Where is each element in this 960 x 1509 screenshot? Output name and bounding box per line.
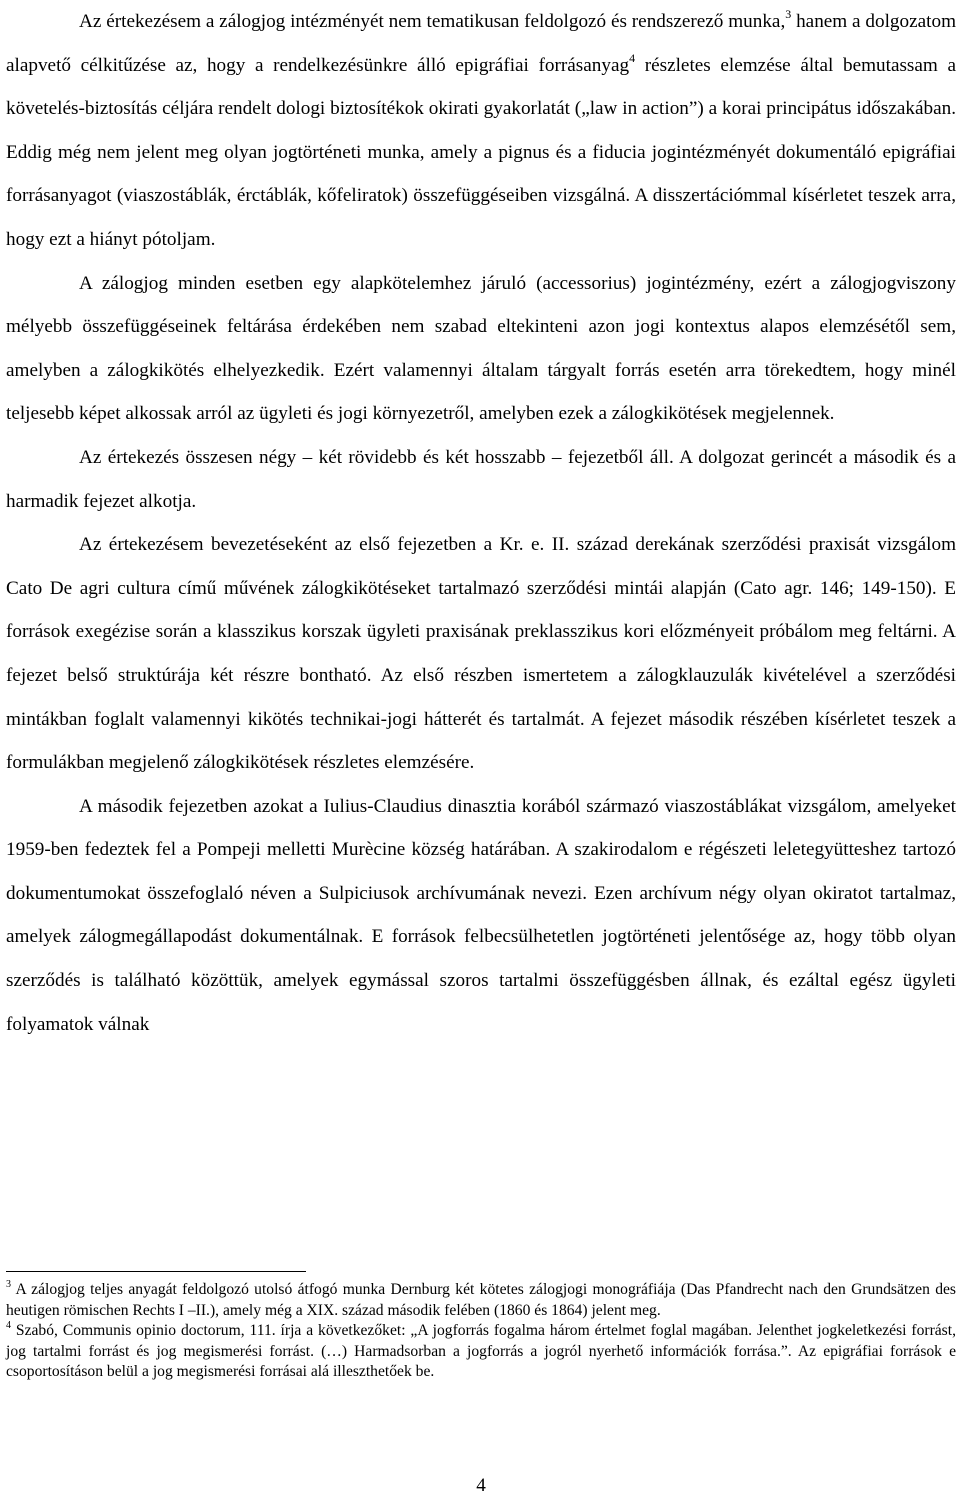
footnotes [6, 1280, 956, 1383]
page-number: 4 [476, 1475, 486, 1496]
footnote-4-number: 4 [6, 1320, 11, 1331]
footnote-separator [6, 1271, 306, 1272]
footnote-3-number: 3 [6, 1279, 11, 1290]
paragraph-1-text-b: hanem a dolgozatom alapvető célkitűzése az, hogy a rendelkezésünkre álló epigráfiai forrásanyag [6, 11, 956, 76]
footnote-4-text: Szabó, Communis opinio doctorum, 111. írja a következőket: „A jogforrás fogalma három értelmet foglal magában. Jelenthet jogkeletkezési forrást, jog tartalmi forrást és jog megismerési forrást. (…) Harmadsorban a jogforrás a jogról nyerhető információk forrása.”. Az epigráfiai források e csoportosításon belül a jog megismerési forrásai alá illeszthetőek be. [6, 1322, 956, 1380]
paragraph-2: A zálogjog minden esetben egy alapkötelemhez járuló (accessorius) jogintézmény, ezért a zálogjogviszony mélyebb összefüggéseinek feltárása érdekében nem szabad eltekinteni azon jogi kontextus alapos elemzésétől sem, amelyben a zálogkikötés elhelyezkedik. Ezért valamennyi általam tárgyalt forrás esetén arra törekedtem, hogy minél teljesebb képet alkossak arról az ügyleti és jogi környezetről, amelyben ezek a zálogkikötések megjelennek. [6, 272, 956, 425]
footnote-ref-4[interactable]: 4 [629, 50, 636, 65]
paragraph-1 [6, 0, 956, 262]
paragraph-4: Az értekezésem bevezetéseként az első fejezetben a Kr. e. II. század derekának szerződési praxisát vizsgálom Cato De agri cultura című művének zálogkikötéseket tartalmazó szerződési mintái alapján (Cato agr. 146; 149-150). E források exegézise során a klasszikus korszak ügyleti praxisának preklasszikus kori előzményeit próbálom meg feltárni. A fejezet belső struktúrája két részre bontható. Az első részben ismertetem a zálogklauzulák kivételével a szerződési mintákban foglalt valamennyi kikötés technikai-jogi hátterét és tartalmát. A fejezet második részében kísérletet teszek a formulákban megjelenő zálogkikötések részletes elemzésére. [6, 534, 956, 774]
body-text [6, 0, 956, 1046]
footnote-4 [6, 1321, 956, 1383]
paragraph-1-text-c: részletes elemzése által bemutassam a követelés-biztosítás céljára rendelt dologi biztosítékok okirati gyakorlatát („law in action”) a korai principátus időszakában. Eddig még nem jelent meg olyan jogtörténeti munka, amely a pignus és a fiducia jogintézményét dokumentáló epigráfiai forrásanyagot (viaszostáblák, érctáblák, kőfeliratok) összefüggéseiben vizsgálná. A disszertációmmal kísérletet teszek arra, hogy ezt a hiányt pótoljam. [6, 54, 956, 250]
footnote-3-text: A zálogjog teljes anyagát feldolgozó utolsó átfogó munka Dernburg két kötetes zálogjogi monográfiája (Das Pfandrecht nach den Grundsätzen des heutigen römischen Rechts I –II.), amely még a XIX. század második felében (1860 és 1864) jelent meg. [6, 1281, 956, 1319]
paragraph-5: A második fejezetben azokat a Iulius-Claudius dinasztia korából származó viaszostáblákat vizsgálom, amelyeket 1959-ben fedeztek fel a Pompeji melletti Murècine község határában. A szakirodalom e régészeti leletegyütteshez tartozó dokumentumokat összefoglaló néven a Sulpiciusok archívumának nevezi. Ezen archívum négy olyan okiratot tartalmaz, amelyek zálogmegállapodást dokumentálnak. E források felbecsülhetetlen jogtörténeti jelentősége az, hogy több olyan szerződés is található közöttük, amelyek egymással szoros tartalmi összefüggésben állnak, és ezáltal egész ügyleti folyamatok válnak [6, 795, 956, 1035]
footnote-ref-3[interactable]: 3 [785, 7, 792, 21]
paragraph-3: Az értekezés összesen négy – két rövidebb és két hosszabb – fejezetből áll. A dolgozat gerincét a második és a harmadik fejezet alkotja. [6, 446, 956, 512]
paragraph-1-text-a: Az értekezésem a zálogjog intézményét nem tematikusan feldolgozó és rendszerező munka, [79, 11, 786, 32]
footnote-3 [6, 1280, 956, 1321]
